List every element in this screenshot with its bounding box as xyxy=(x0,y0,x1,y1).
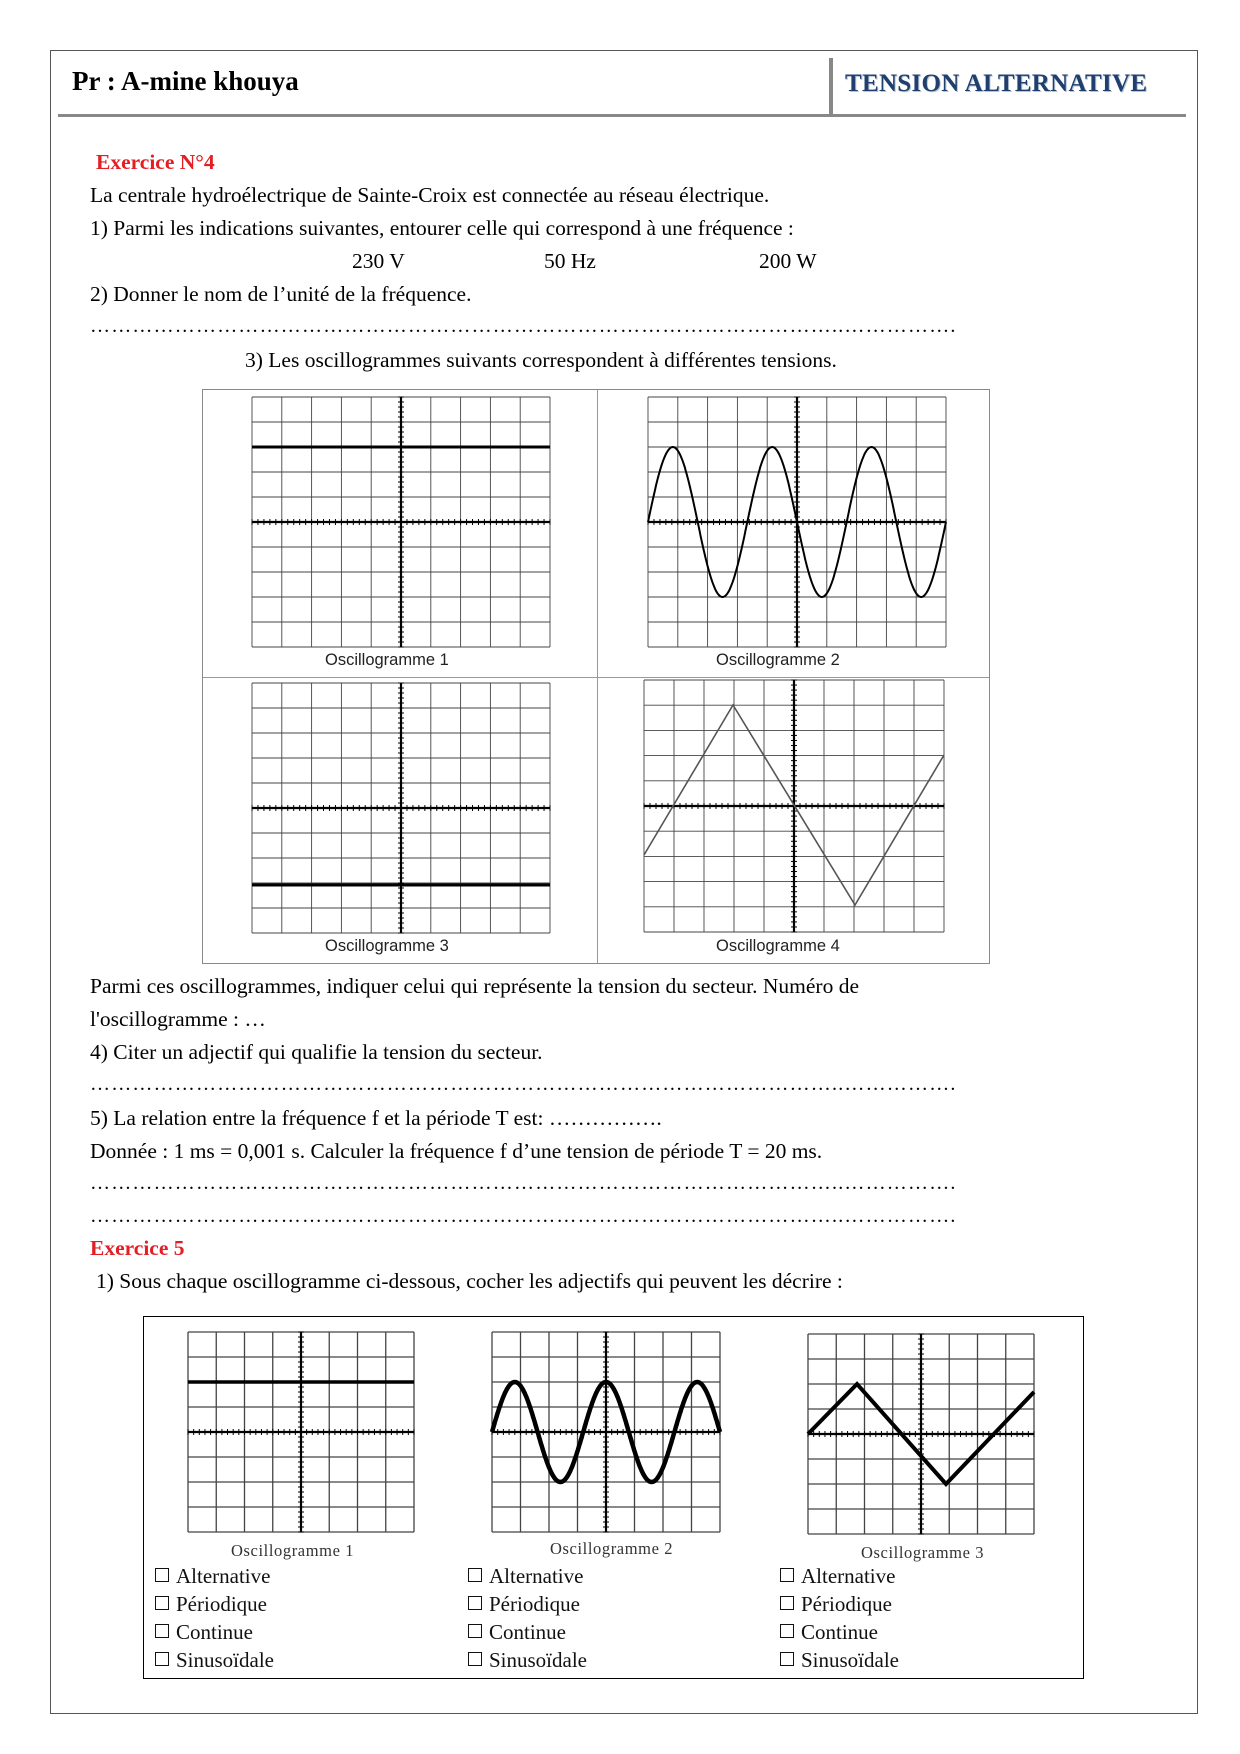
answer-line[interactable]: ……………………………………………………………………………………………..……………. xyxy=(90,1205,957,1227)
checkbox-label: Continue xyxy=(801,1620,878,1644)
caption-osc-2: Oscillogramme 2 xyxy=(716,651,840,669)
caption-osc-4: Oscillogramme 4 xyxy=(716,937,840,955)
checkbox-continue-osc-1[interactable] xyxy=(155,1620,253,1645)
checkbox-square-icon[interactable] xyxy=(780,1596,794,1610)
checkbox-label: Périodique xyxy=(176,1592,267,1616)
checkbox-square-icon[interactable] xyxy=(468,1624,482,1638)
checkbox-square-icon[interactable] xyxy=(155,1624,169,1638)
page-title: TENSION ALTERNATIVE xyxy=(845,70,1148,97)
ex5-caption-3: Oscillogramme 3 xyxy=(861,1543,985,1562)
ex4-question-3: 3) Les oscillogrammes suivants correspondent à différentes tensions. xyxy=(245,348,837,372)
ex5-panel xyxy=(143,1316,1084,1679)
checkbox-square-icon[interactable] xyxy=(155,1652,169,1666)
checkbox-label: Sinusoïdale xyxy=(801,1648,899,1672)
ex4-question-1: 1) Parmi les indications suivantes, entourer celle qui correspond à une fréquence : xyxy=(90,216,794,240)
answer-line[interactable]: ……………………………………………………………………………………………..……………. xyxy=(90,1172,957,1194)
checkbox-continue-osc-3[interactable] xyxy=(780,1620,878,1645)
option-200w[interactable]: 200 W xyxy=(759,249,817,273)
checkbox-label: Périodique xyxy=(801,1592,892,1616)
checkbox-label: Alternative xyxy=(176,1564,271,1588)
exercise-4-title: Exercice N°4 xyxy=(96,150,215,174)
ex4-intro: La centrale hydroélectrique de Sainte-Croix est connectée au réseau électrique. xyxy=(90,183,770,207)
checkbox-label: Alternative xyxy=(801,1564,896,1588)
caption-osc-3: Oscillogramme 3 xyxy=(325,937,449,955)
checkbox-alternative-osc-3[interactable] xyxy=(780,1564,895,1589)
checkbox-square-icon[interactable] xyxy=(780,1568,794,1582)
checkbox-square-icon[interactable] xyxy=(780,1652,794,1666)
checkbox-alternative-osc-1[interactable] xyxy=(155,1564,270,1589)
author: Pr : A-mine khouya xyxy=(72,66,299,96)
ex4-question-5: 5) La relation entre la fréquence f et la période T est: ……………. xyxy=(90,1106,662,1130)
checkbox-square-icon[interactable] xyxy=(468,1568,482,1582)
ex5-caption-1: Oscillogramme 1 xyxy=(231,1541,355,1560)
checkbox-sinusodale-osc-1[interactable] xyxy=(155,1648,274,1673)
checkbox-sinusodale-osc-3[interactable] xyxy=(780,1648,899,1673)
answer-line[interactable]: ……………………………………………………………………………………………..……………. xyxy=(90,1073,957,1095)
checkbox-label: Sinusoïdale xyxy=(176,1648,274,1672)
ex5-question-1: 1) Sous chaque oscillogramme ci-dessous, cocher les adjectifs qui peuvent les décrire : xyxy=(96,1269,843,1293)
checkbox-square-icon[interactable] xyxy=(468,1652,482,1666)
checkbox-square-icon[interactable] xyxy=(780,1624,794,1638)
checkbox-continue-osc-2[interactable] xyxy=(468,1620,566,1645)
header-separator xyxy=(829,58,833,116)
checkbox-label: Alternative xyxy=(489,1564,584,1588)
checkbox-square-icon[interactable] xyxy=(155,1596,169,1610)
exercise-5-title: Exercice 5 xyxy=(90,1236,185,1260)
checkbox-square-icon[interactable] xyxy=(155,1568,169,1582)
checkbox-label: Continue xyxy=(489,1620,566,1644)
ex4-given: Donnée : 1 ms = 0,001 s. Calculer la fréquence f d’une tension de période T = 20 ms. xyxy=(90,1139,823,1163)
ex4-after-1: Parmi ces oscillogrammes, indiquer celui qui représente la tension du secteur. Numéro de xyxy=(90,974,859,998)
checkbox-sinusodale-osc-2[interactable] xyxy=(468,1648,587,1673)
checkbox-priodique-osc-2[interactable] xyxy=(468,1592,580,1617)
option-50hz[interactable]: 50 Hz xyxy=(544,249,596,273)
oscillogram-grid-panel xyxy=(202,389,990,964)
ex5-caption-2: Oscillogramme 2 xyxy=(550,1539,674,1558)
checkbox-label: Continue xyxy=(176,1620,253,1644)
checkbox-square-icon[interactable] xyxy=(468,1596,482,1610)
header-rule xyxy=(58,114,1186,117)
checkbox-label: Périodique xyxy=(489,1592,580,1616)
caption-osc-1: Oscillogramme 1 xyxy=(325,651,449,669)
checkbox-label: Sinusoïdale xyxy=(489,1648,587,1672)
answer-line[interactable]: ……………………………………………………………………………………………..……………. xyxy=(90,315,957,337)
ex4-question-4: 4) Citer un adjectif qui qualifie la tension du secteur. xyxy=(90,1040,543,1064)
ex4-after-2: l'oscillogramme : … xyxy=(90,1007,266,1031)
option-230v[interactable]: 230 V xyxy=(352,249,405,273)
checkbox-priodique-osc-1[interactable] xyxy=(155,1592,267,1617)
ex4-question-2: 2) Donner le nom de l’unité de la fréquence. xyxy=(90,282,472,306)
checkbox-priodique-osc-3[interactable] xyxy=(780,1592,892,1617)
checkbox-alternative-osc-2[interactable] xyxy=(468,1564,583,1589)
